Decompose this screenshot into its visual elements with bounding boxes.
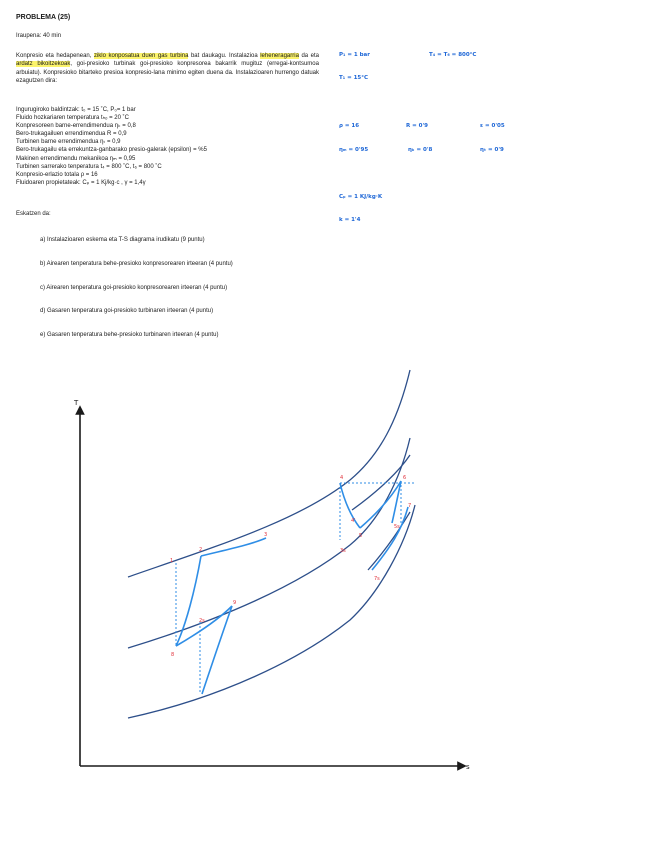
point-label: 4' [351, 518, 356, 524]
note-epsilon: ε = 0'05 [480, 123, 505, 129]
given-data-list [16, 106, 207, 187]
point-label: 2s [199, 618, 205, 624]
intro-text: bat daukagu. Instalazioa [188, 53, 261, 59]
point-label: 5 [359, 533, 363, 539]
compression-8-9 [202, 606, 232, 694]
data-line: Bero-trukagailu eta errekuntza-ganbarako presio-galerak (epsilon) = %5 [16, 147, 207, 154]
note-rho: ρ = 16 [339, 123, 360, 129]
data-line: Turbinen sarrerako tenperatura t₄ = 800 ˚C, t₆ = 800 ˚C [16, 163, 162, 170]
isobar-high [128, 370, 410, 577]
intro-text: da eta [298, 53, 319, 59]
expansion-6-7 [392, 481, 401, 523]
intro-text: , goi-presioko turbinak goi-presioko konpresorea bakarrik mugituz (erregai-kontsumoa arbuiatu). Konpresioko bitarteko presioa konpresio-lana minimo egiten duena da. Instalazioaren hurrengo datuak ezagutzen dira: [16, 61, 319, 84]
heating-2-3 [201, 538, 266, 556]
point-label: 3 [264, 532, 268, 538]
point-label: 5s [394, 524, 400, 530]
note-r: R = 0'9 [406, 123, 429, 129]
compression-1-2 [176, 556, 201, 646]
point-label: 2 [199, 547, 203, 553]
isobar-mid [128, 438, 410, 648]
data-line: Turbinen barne errendimendua ηₜ = 0,9 [16, 139, 121, 146]
note-eta-t: ηₜ = 0'9 [480, 147, 504, 153]
highlight-text: ardatz bikoitzekoak [16, 61, 71, 68]
note-eta-k: ηₖ = 0'8 [408, 147, 433, 153]
expansion-4-5 [340, 483, 360, 528]
point-label: 4 [340, 475, 344, 481]
highlight-text: ziklo konposatua duen gas turbina [93, 53, 189, 59]
reheat-line [360, 481, 401, 528]
data-line: Konpresio-erlazio totala ρ = 16 [16, 171, 98, 178]
intro-text: Konpresio eta hedapenean, [16, 53, 94, 59]
note-t1: T₁ = 15°C [339, 75, 369, 81]
note-eta-m: ηₘ = 0'95 [339, 147, 369, 153]
note-p1: P₁ = 1 bar [339, 52, 370, 58]
s-axis-label: s [466, 763, 470, 771]
point-label: 1 [170, 558, 174, 564]
data-line: Ingurugiroko baldintzak: t₀ = 15 ˚C, P₀= 1 bar [16, 107, 136, 113]
isobar-low [128, 505, 415, 718]
note-k: k = 1'4 [339, 217, 361, 223]
note-t4-t6: T₄ = T₆ = 800°C [429, 52, 477, 58]
question-item: a) Instalazioaren eskema eta T-S diagrama irudikatu (9 puntu) [40, 237, 205, 243]
question-item: d) Gasaren tenperatura goi-presioko turbinaren irteeran (4 puntu) [40, 308, 214, 314]
point-label: 9 [233, 600, 237, 606]
intro-paragraph [16, 52, 319, 85]
problem-title: PROBLEMA (25) [16, 14, 71, 21]
point-label: 3s [340, 548, 346, 554]
recovery-line [372, 507, 408, 570]
data-line: Fluidoaren propietateak: Cₚ = 1 Kj/kg·c , γ = 1,4γ [16, 179, 146, 186]
question-item: e) Gasaren tenperatura behe-presioko turbinaren irteeran (4 puntu) [40, 332, 219, 338]
isobar-high-2 [352, 455, 410, 510]
isobar-low-2 [368, 512, 410, 570]
highlight-text: leheneragarria [260, 53, 299, 59]
point-label: 7s [374, 576, 380, 582]
data-line: Bero-trukagailuen errendimendua R = 0,9 [16, 131, 127, 138]
question-item: b) Airearen tenperatura behe-presioko konpresorearen irteeran (4 puntu) [40, 261, 233, 267]
duration-text: Iraupena: 40 min [16, 33, 62, 39]
t-axis-label: T [74, 399, 79, 407]
question-item: c) Airearen tenperatura goi-presioko konpresorearen irteeran (4 puntu) [40, 285, 228, 291]
data-line: Makinen errendimendu mekanikoa ηₘ = 0,95 [16, 155, 136, 162]
data-line: Fluido hozkariaren temperatura tₕₒ = 20 ˚C [16, 115, 129, 122]
cooling-9-1 [176, 606, 232, 646]
ask-heading: Eskatzen da: [16, 211, 51, 217]
point-label: 6 [403, 475, 407, 481]
data-line: Konpresoreen barne-errendimendua ηₖ = 0,8 [16, 123, 136, 130]
point-label: 7 [408, 503, 412, 509]
point-label: 8 [171, 652, 175, 658]
note-cp: Cₚ = 1 KJ/kg·K [339, 194, 383, 200]
